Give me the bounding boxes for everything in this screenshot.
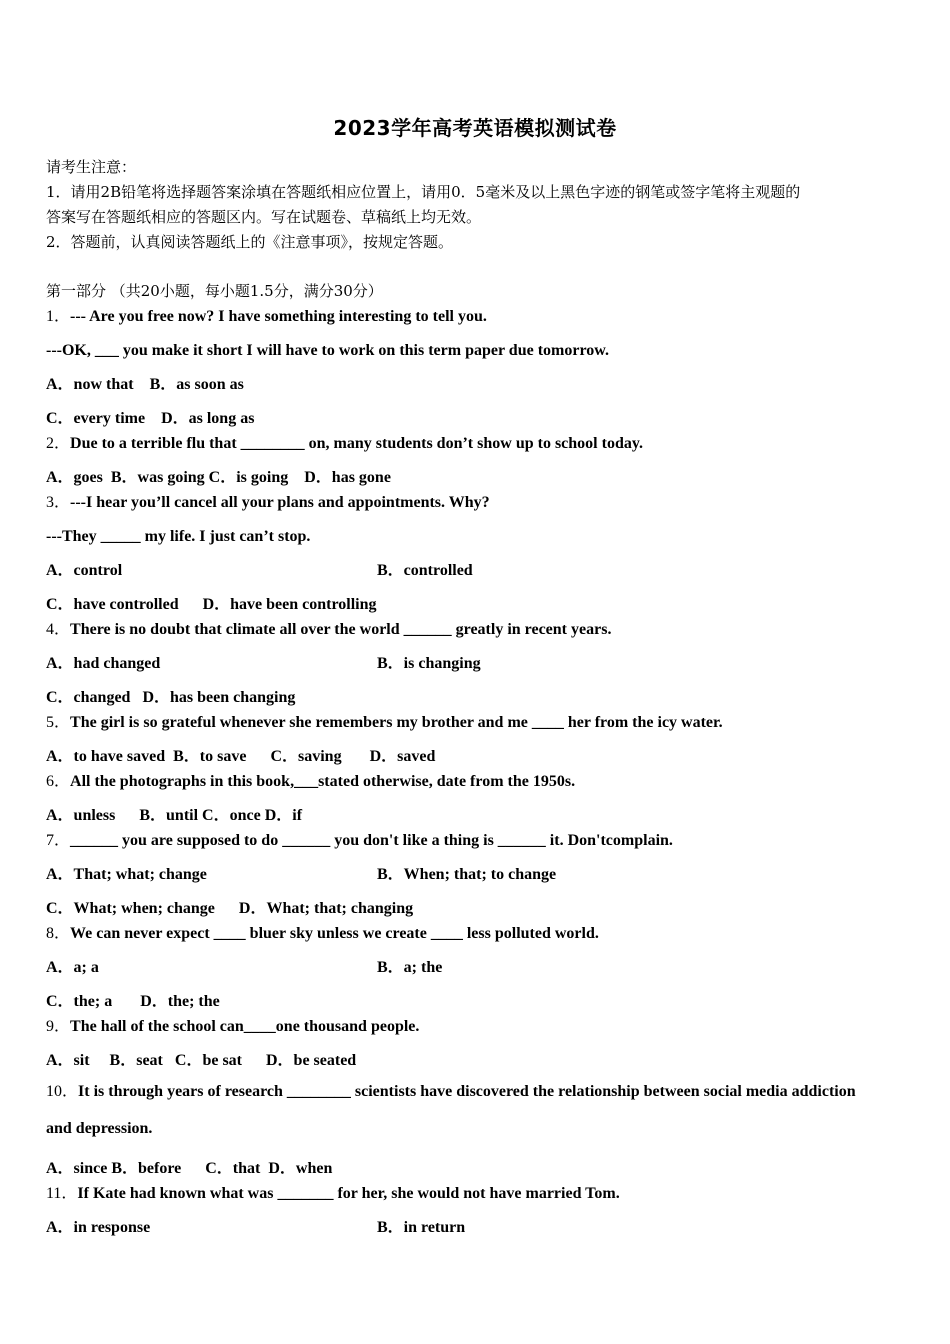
options-row: A．now that B．as soon as	[46, 376, 244, 393]
question	[46, 490, 904, 617]
notice-section	[46, 155, 904, 255]
options-row: A．in response B．in return	[46, 1219, 466, 1236]
part-heading: 第一部分 （共20小题，每小题1.5分，满分30分）	[46, 282, 383, 300]
exam-page	[46, 112, 904, 1240]
question-stem-line: and depression.	[46, 1120, 153, 1137]
question-stem: 2．Due to a terrible flu that ________ on, many students don’t show up to school today.	[46, 435, 643, 452]
options-row: A．to have saved B．to save C．saving D．saved	[46, 748, 436, 765]
question-stem: 8．We can never expect ____ bluer sky unless we create ____ less polluted world.	[46, 925, 599, 942]
options-row: A．goes B．was going C．is going D．has gone	[46, 469, 391, 486]
question	[46, 1073, 904, 1181]
options-row: A．had changed B．is changing	[46, 655, 481, 672]
exam-title: 2023学年高考英语模拟测试卷	[333, 116, 617, 140]
question-stem: 9．The hall of the school can____one thousand people.	[46, 1018, 420, 1035]
options-row: C．What; when; change D．What; that; changing	[46, 900, 414, 917]
notice-line: 2．答题前，认真阅读答题纸上的《注意事项》，按规定答题。	[46, 233, 454, 251]
question-stem: 6．All the photographs in this book,___stated otherwise, date from the 1950s.	[46, 773, 576, 790]
question	[46, 1014, 904, 1073]
options-row: C．every time D．as long as	[46, 410, 255, 427]
options-row: A．That; what; change B．When; that; to change	[46, 866, 557, 883]
notice-line: 答案写在答题纸相应的答题区内。写在试题卷、草稿纸上均无效。	[46, 208, 482, 226]
question-stem-line: ---They _____ my life. I just can’t stop.	[46, 528, 311, 545]
question	[46, 828, 904, 921]
options-row: C．the; a D．the; the	[46, 993, 220, 1010]
options-row: C．changed D．has been changing	[46, 689, 296, 706]
question	[46, 617, 904, 710]
question-stem: 3．---I hear you’ll cancel all your plans and appointments. Why?	[46, 494, 490, 511]
notice-line: 1．请用2B铅笔将选择题答案涂填在答题纸相应位置上，请用0．5毫米及以上黑色字迹的钢笔或签字笔将主观题的	[46, 183, 801, 201]
question-stem: 10．It is through years of research ________ scientists have discovered the relationship between social media addiction	[46, 1083, 856, 1100]
question-stem: 4．There is no doubt that climate all over the world ______ greatly in recent years.	[46, 621, 612, 638]
question	[46, 304, 904, 431]
options-row: A．control B．controlled	[46, 562, 473, 579]
question-stem: 7．______ you are supposed to do ______ you don't like a thing is ______ it. Don'tcomplain.	[46, 832, 673, 849]
question-stem: 5．The girl is so grateful whenever she remembers my brother and me ____ her from the icy water.	[46, 714, 723, 731]
question-stem-line: ---OK, ___ you make it short I will have to work on this term paper due tomorrow.	[46, 342, 609, 359]
question	[46, 431, 904, 490]
question-stem: 1．--- Are you free now? I have something interesting to tell you.	[46, 308, 487, 325]
question	[46, 710, 904, 769]
question-stem: 11．If Kate had known what was _______ for her, she would not have married Tom.	[46, 1185, 620, 1202]
question	[46, 921, 904, 1014]
options-row: A．since B．before C．that D．when	[46, 1160, 333, 1177]
options-row: C．have controlled D．have been controlling	[46, 596, 377, 613]
question	[46, 769, 904, 828]
options-row: A．sit B．seat C．be sat D．be seated	[46, 1052, 357, 1069]
notice-heading: 请考生注意：	[46, 158, 137, 176]
options-row: A．unless B．until C．once D．if	[46, 807, 303, 824]
question	[46, 1181, 904, 1240]
options-row: A．a; a B．a; the	[46, 959, 443, 976]
